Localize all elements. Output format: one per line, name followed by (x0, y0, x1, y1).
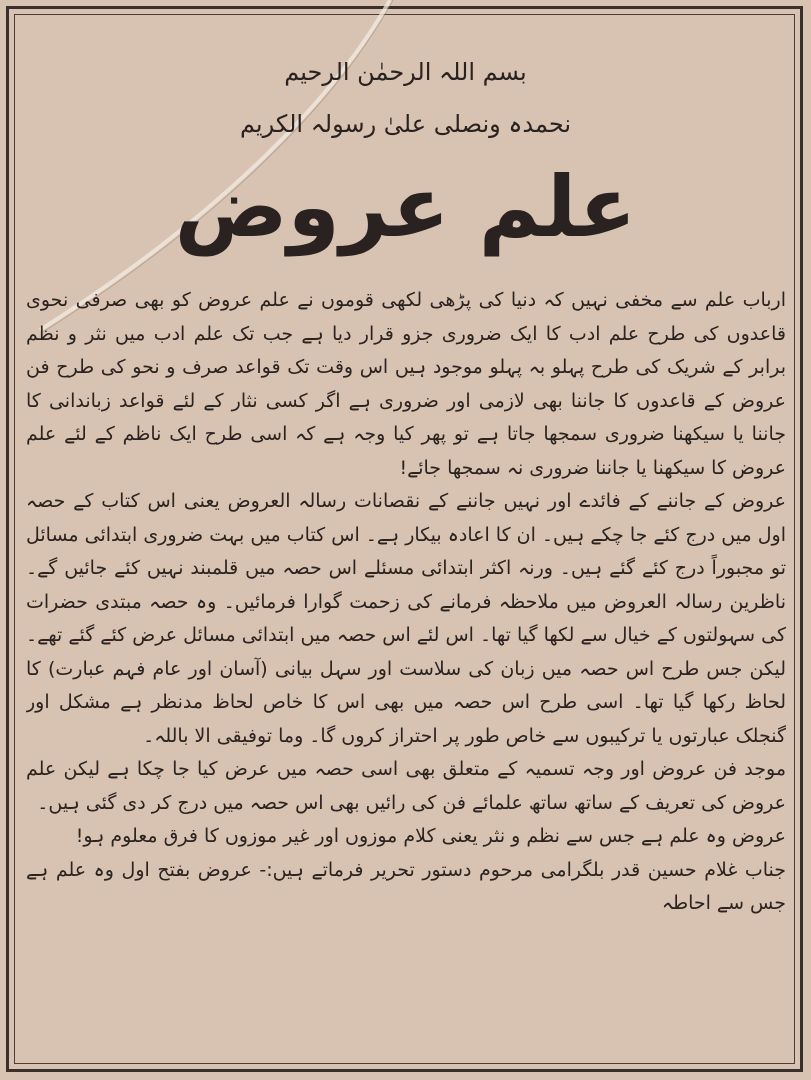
paragraph-introduction: ارباب علم سے مخفی نہیں کہ دنیا کی پڑھی لکھی قوموں نے علم عروض کو بھی صرفی نحوی قاعدوں کی طرح علم ادب کا ایک ضروری جزو قرار دیا ہے جب تک علم ادب میں نثر و نظم برابر کے شریک کی طرح پہلو بہ پہلو موجود ہیں اس وقت تک قواعد صرف و نحو کی طرح فن عروض کے قاعدوں کا جاننا بھی لازمی اور ضروری ہے اگر کسی نثار کے لئے قواعد زباندانی کا جاننا یا سیکھنا ضروری سمجھا جاتا ہے تو پھر کیا وجہ ہے کہ اسی طرح ایک ناظم کے لئے علم عروض کا سیکھنا یا جاننا ضروری نہ سمجھا جائے! (26, 289, 786, 479)
bismillah-heading: بسم اللہ الرحمٰن الرحیم (284, 58, 527, 86)
paragraph-benefits: عروض کے جاننے کے فائدے اور نہیں جاننے کے نقصانات رسالہ العروض یعنی اس کتاب کے حصہ اول میں درج کئے جا چکے ہیں۔ ان کا اعادہ بیکار ہے۔ اس کتاب میں بہت ضروری ابتدائی مسائل تو مجبوراً درج کئے گئے ہیں۔ ورنہ اکثر ابتدائی مسئلے اس حصہ میں قلمبند نہیں کئے جائیں گے۔ ناظرین رسالہ العروض میں ملاحظہ فرمانے کی زحمت گوارا فرمائیں۔ وہ حصہ مبتدی حضرات کی سہولتوں کے خیال سے لکھا گیا تھا۔ اس لئے اس حصہ میں ابتدائی مسائل عرض کئے گئے تھے۔ لیکن جس طرح اس حصہ میں زبان کی سلاست اور سہل بیانی (آسان اور عام فہم عبارت) کا لحاظ رکھا گیا تھا۔ اسی طرح اس حصہ میں بھی اس کا خاص لحاظ مدنظر ہے مشکل اور گنجلک عبارتوں یا ترکیبوں سے خاص طور پر احتراز کروں گا۔ وما توفیقی الا باللہ۔ (26, 490, 786, 747)
paragraph-quotation: جناب غلام حسین قدر بلگرامی مرحوم دستور تحریر فرماتے ہیں:- عروض بفتح اول وہ علم ہے جس سے احاطہ (26, 858, 786, 914)
paragraph-inventor: موجد فن عروض اور وجہ تسمیہ کے متعلق بھی اسی حصہ میں عرض کیا جا چکا ہے لیکن علم عروض کی تعریف کے ساتھ ساتھ علمائے فن کی رائیں بھی اس حصہ میں درج کر دی گئی ہیں۔ (26, 758, 786, 814)
salutation-heading: نحمدہ ونصلی علیٰ رسولہ الکریم (239, 110, 572, 138)
page-title: علم عروض (174, 158, 637, 256)
paragraph-definition: عروض وہ علم ہے جس سے نظم و نثر یعنی کلام موزوں اور غیر موزوں کا فرق معلوم ہو! (75, 825, 786, 847)
document-body (26, 284, 786, 1044)
